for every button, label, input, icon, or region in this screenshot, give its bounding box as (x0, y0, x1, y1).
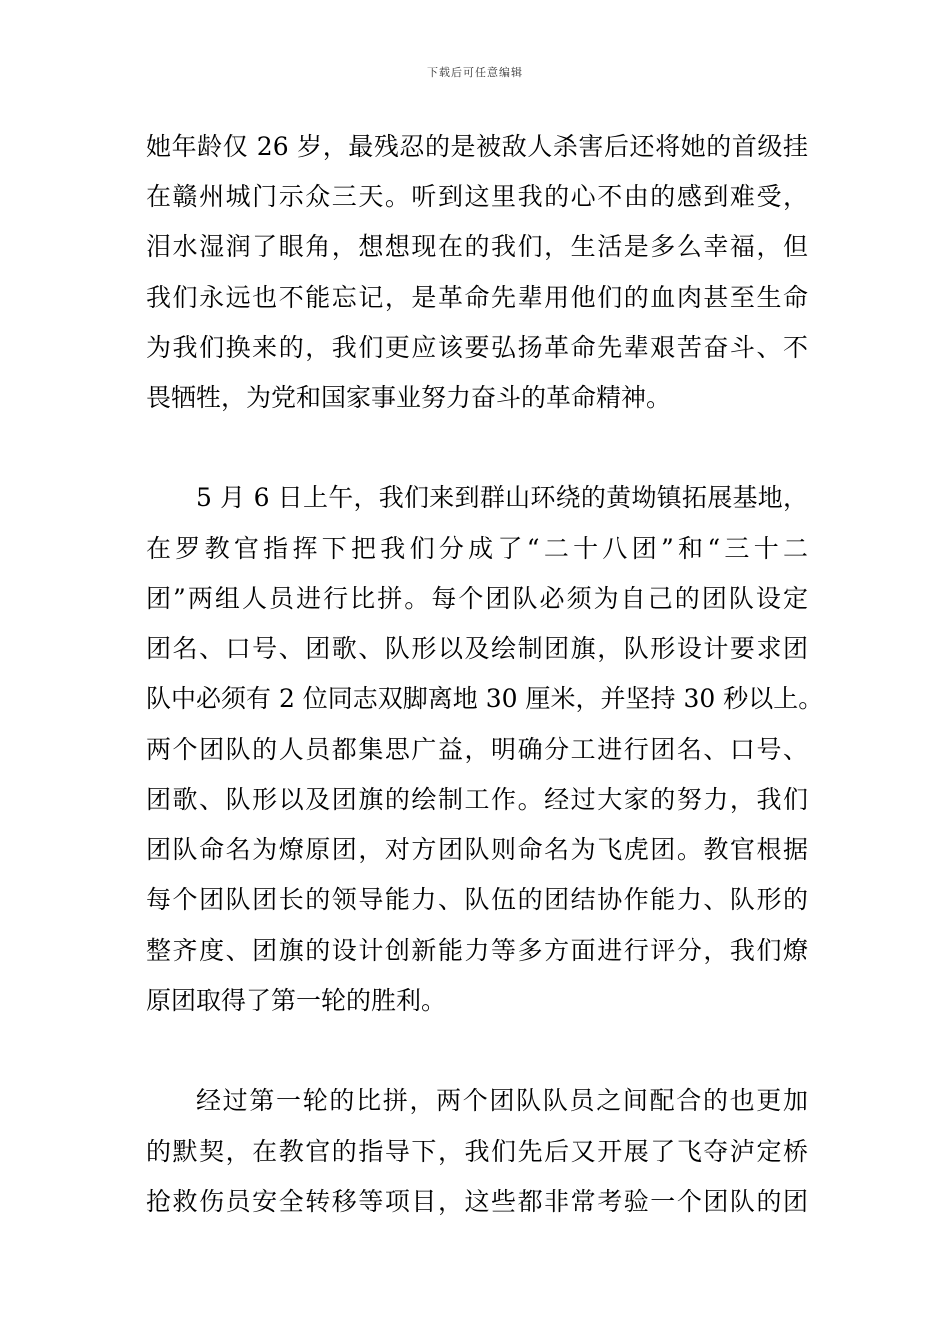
paragraph-line: 我们永远也不能忘记，是革命先辈用他们的血肉甚至生命 (146, 283, 808, 312)
paragraph-line: 原团取得了第一轮的胜利。 (146, 986, 447, 1015)
paragraph-line: 团名、口号、团歌、队形以及绘制团旗，队形设计要求团 (146, 634, 808, 663)
paragraph-line: 为我们换来的，我们更应该要弘扬革命先辈艰苦奋斗、不 (146, 333, 808, 362)
paragraph-line: 队中必须有 2 位同志双脚离地 30 厘米，并坚持 30 秒以上。 (146, 684, 824, 713)
paragraph-line: 团队命名为燎原团，对方团队则命名为飞虎团。教官根据 (146, 835, 808, 864)
page-header-note: 下载后可任意编辑 (427, 66, 523, 79)
paragraph-line: 经过第一轮的比拼，两个团队队员之间配合的也更加 (196, 1086, 808, 1115)
paragraph-line: 每个团队团长的领导能力、队伍的团结协作能力、队形的 (146, 885, 808, 914)
paragraph-line: 整齐度、团旗的设计创新能力等多方面进行评分，我们燎 (146, 936, 808, 965)
paragraph-line: 在赣州城门示众三天。听到这里我的心不由的感到难受， (146, 182, 808, 211)
paragraph-line: 她年龄仅 26 岁，最残忍的是被敌人杀害后还将她的首级挂 (146, 132, 808, 161)
paragraph-line: 在罗教官指挥下把我们分成了“二十八团”和“三十二 (146, 534, 808, 563)
paragraph-line: 两个团队的人员都集思广益，明确分工进行团名、口号、 (146, 735, 808, 764)
paragraph-line: 团歌、队形以及团旗的绘制工作。经过大家的努力，我们 (146, 785, 808, 814)
paragraph-line: 泪水湿润了眼角，想想现在的我们，生活是多么幸福，但 (146, 232, 808, 261)
paragraph-line: 5 月 6 日上午，我们来到群山环绕的黄坳镇拓展基地， (196, 483, 808, 512)
paragraph-line: 团”两组人员进行比拼。每个团队必须为自己的团队设定 (146, 584, 808, 613)
paragraph-line: 的默契，在教官的指导下，我们先后又开展了飞夺泸定桥 (146, 1137, 808, 1166)
paragraph-line: 抢救伤员安全转移等项目，这些都非常考验一个团队的团 (146, 1187, 808, 1216)
paragraph-line: 畏牺牲，为党和国家事业努力奋斗的革命精神。 (146, 383, 672, 412)
